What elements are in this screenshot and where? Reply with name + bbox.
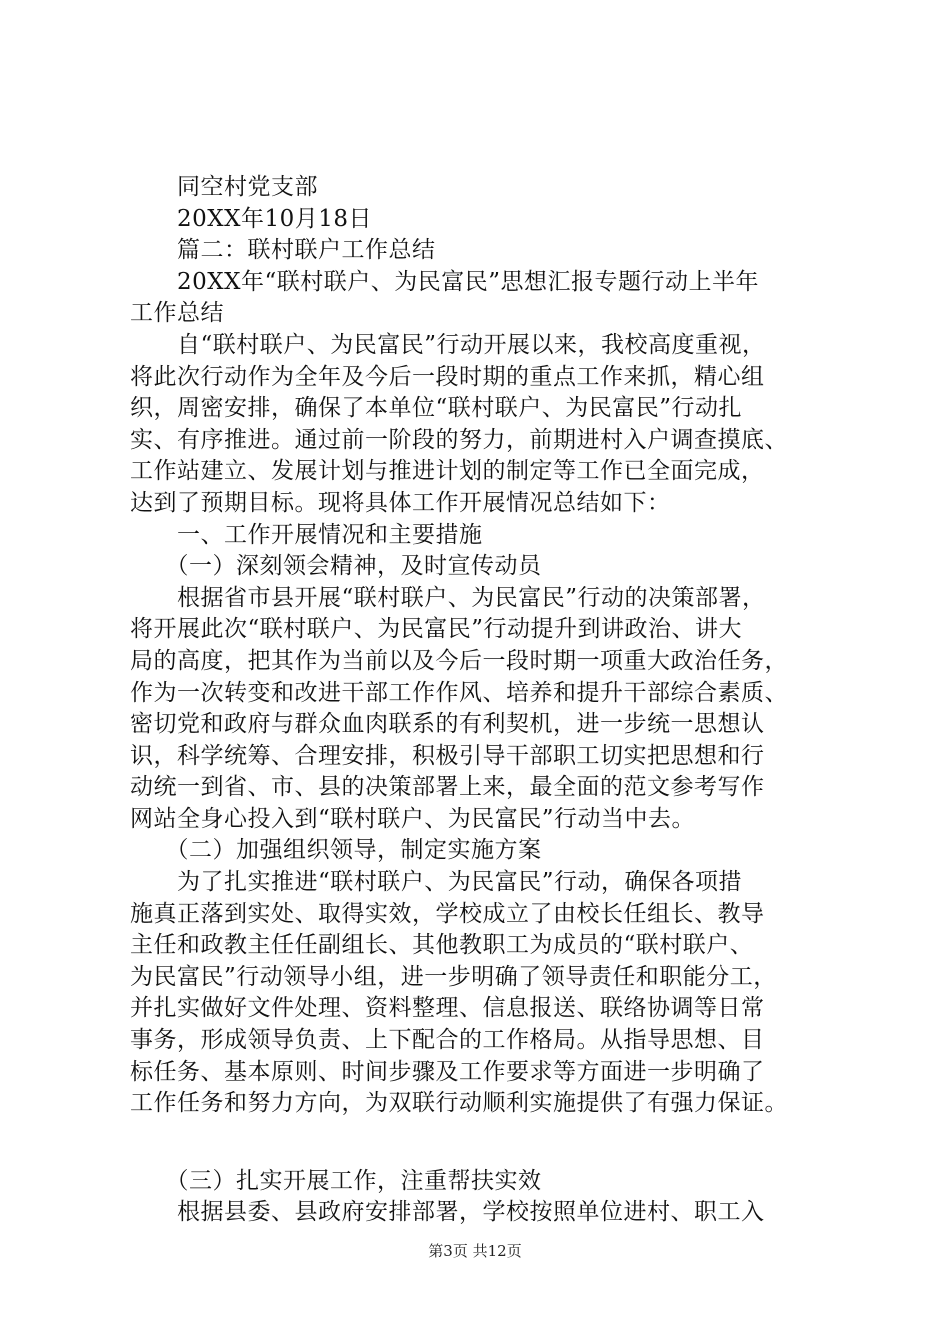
text-line: 将开展此次“联村联户、为民富民”行动提升到讲政治、讲大 (130, 616, 743, 643)
text-line: 一、工作开展情况和主要措施 (130, 521, 483, 548)
text-line: 20XX年“联村联户、为民富民”思想汇报专题行动上半年 (130, 268, 760, 295)
paragraph-gap (130, 1120, 848, 1166)
text-line: 篇二：联村联户工作总结 (130, 237, 436, 264)
text-line: 作为一次转变和改进干部工作作风、培养和提升干部综合素质、 (130, 679, 788, 706)
text-line: 为了扎实推进“联村联户、为民富民”行动，确保各项措 (130, 869, 743, 896)
text-line: 20XX年10月18日 (130, 205, 373, 232)
text-line: 动统一到省、市、县的决策部署上来，最全面的范文参考写作 (130, 774, 765, 801)
text-line: （二）加强组织领导，制定实施方案 (130, 837, 542, 864)
text-line: 主任和政教主任任副组长、其他教职工为成员的“联村联户、 (130, 932, 754, 959)
text-line: 自“联村联户、为民富民”行动开展以来，我校高度重视， (130, 331, 766, 358)
text-line: 并扎实做好文件处理、资料整理、信息报送、联络协调等日常 (130, 995, 765, 1022)
text-line: 事务，形成领导负责、上下配合的工作格局。从指导思想、目 (130, 1027, 765, 1054)
document-body (130, 172, 848, 1229)
text-line: 识，科学统筹、合理安排，积极引导干部职工切实把思想和行 (130, 742, 765, 769)
text-line: 工作任务和努力方向，为双联行动顺利实施提供了有强力保证。 (130, 1090, 788, 1117)
text-line: 局的高度，把其作为当前以及今后一段时期一项重大政治任务， (130, 647, 788, 674)
text-line: 根据县委、县政府安排部署，学校按照单位进村、职工入 (130, 1199, 765, 1226)
page-number-footer: 第3页 共12页 (428, 1242, 522, 1260)
text-line: 标任务、基本原则、时间步骤及工作要求等方面进一步明确了 (130, 1058, 765, 1085)
text-line: 为民富民”行动领导小组，进一步明确了领导责任和职能分工， (130, 963, 777, 990)
text-line: 织，周密安排，确保了本单位“联村联户、为民富民”行动扎 (130, 395, 743, 422)
text-line: 根据省市县开展“联村联户、为民富民”行动的决策部署， (130, 584, 766, 611)
text-line: 实、有序推进。通过前一阶段的努力，前期进村入户调查摸底、 (130, 426, 788, 453)
text-line: 将此次行动作为全年及今后一段时期的重点工作来抓，精心组 (130, 363, 765, 390)
text-line: 密切党和政府与群众血肉联系的有利契机，进一步统一思想认 (130, 711, 765, 738)
text-line: （一）深刻领会精神，及时宣传动员 (130, 553, 542, 580)
text-line: 达到了预期目标。现将具体工作开展情况总结如下： (130, 489, 671, 516)
text-line: 工作总结 (130, 300, 224, 327)
text-line: （三）扎实开展工作，注重帮扶实效 (130, 1167, 542, 1194)
text-line: 网站全身心投入到“联村联户、为民富民”行动当中去。 (130, 805, 696, 832)
text-line: 施真正落到实处、取得实效，学校成立了由校长任组长、教导 (130, 900, 765, 927)
text-line: 工作站建立、发展计划与推进计划的制定等工作已全面完成， (130, 458, 765, 485)
text-line: 同空村党支部 (130, 174, 318, 200)
